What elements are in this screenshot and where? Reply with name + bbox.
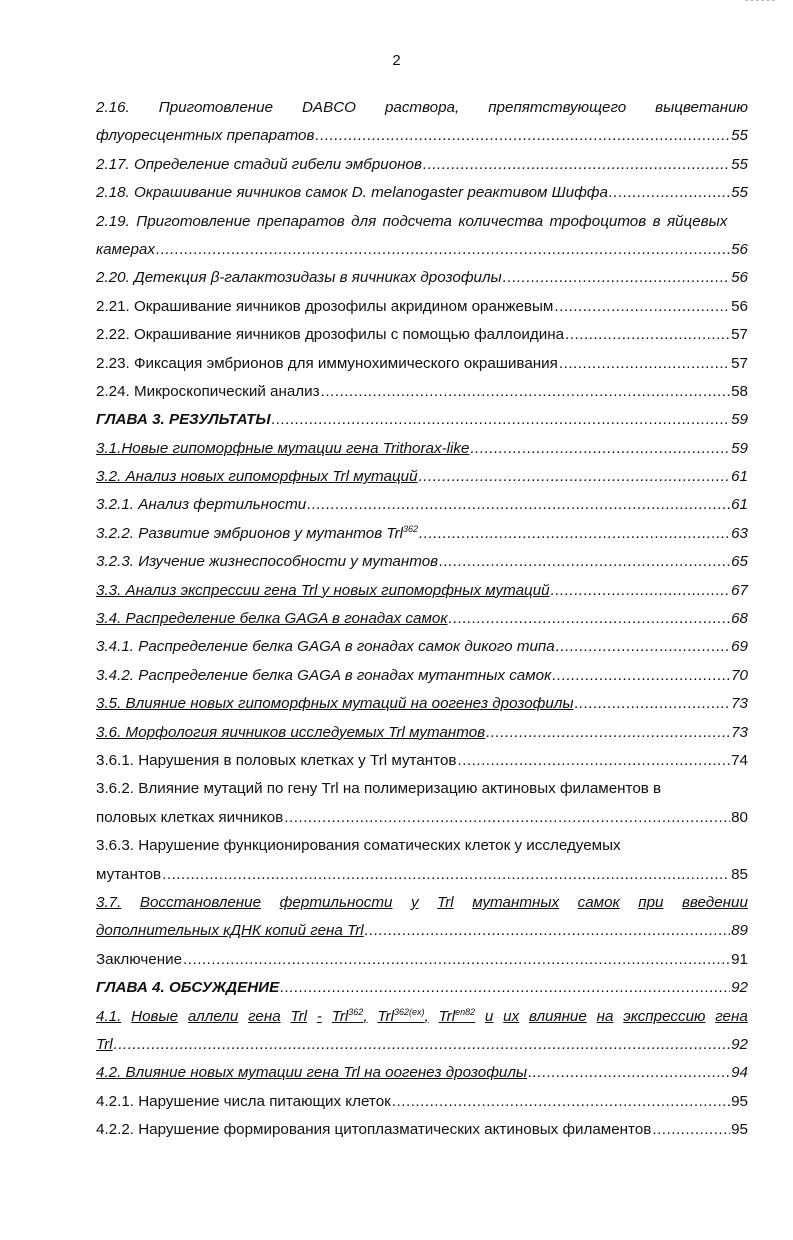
toc-entry-2-17[interactable] <box>96 151 748 179</box>
toc-page-number: 92 <box>731 1035 748 1053</box>
superscript: en82 <box>455 1006 476 1017</box>
toc-entry-2-22[interactable] <box>96 321 748 349</box>
toc-page-number: 95 <box>731 1121 748 1139</box>
toc-word-part: Trl <box>438 1007 456 1025</box>
leader-dots <box>365 917 730 945</box>
leader-dots <box>528 1059 730 1087</box>
toc-word: препятствующего <box>488 99 627 116</box>
toc-entry-2-23[interactable] <box>96 350 748 378</box>
leader-dots <box>551 577 731 605</box>
leader-dots <box>457 747 730 775</box>
leader-dots <box>114 1031 731 1059</box>
toc-entry-2-24[interactable] <box>96 378 748 406</box>
toc-entry-text: 3.6.1. Нарушения в половых клетках у Trl мутантов <box>96 751 457 769</box>
leader-dots <box>609 179 730 207</box>
toc-page-number: 65 <box>731 553 748 571</box>
toc-page-number: 59 <box>731 439 748 457</box>
toc-entry-text: 4.2.1. Нарушение числа питающих клеток <box>96 1092 391 1110</box>
toc-entry-text: 4.2. Влияние новых мутации гена Trl на оогенез дрозофилы <box>96 1064 528 1082</box>
leader-dots <box>183 946 730 974</box>
toc-page-number: 56 <box>731 269 748 287</box>
toc-entry-text: 2.19. Приготовление препаратов для подсчета количества трофоцитов в яйцевых <box>96 212 728 230</box>
toc-entry-text: 2.18. Окрашивание яичников самок D. melanogaster реактивом Шиффа <box>96 184 608 202</box>
toc-entry-3-3[interactable] <box>96 577 748 605</box>
toc-entry-text: 3.1.Новые гипоморфные мутации гена Trithorax-like <box>96 439 470 457</box>
leader-dots <box>284 804 730 832</box>
toc-page-number: 68 <box>731 610 748 628</box>
toc-entry-4-2-1[interactable] <box>96 1088 748 1116</box>
leader-dots <box>272 406 731 434</box>
page-number: 2 <box>392 52 401 69</box>
toc-word: DABCO <box>301 99 356 116</box>
toc-page-number: 67 <box>731 581 748 599</box>
toc-word: их <box>503 1007 520 1025</box>
toc-page-number: 91 <box>731 950 748 968</box>
toc-word: у <box>410 893 419 911</box>
toc-entry-text: 2.23. Фиксация эмбрионов для иммунохимического окрашивания <box>96 354 558 372</box>
toc-entry-3-5[interactable] <box>96 690 748 718</box>
leader-dots <box>556 633 730 661</box>
toc-entry-text: 2.24. Микроскопический анализ <box>96 382 320 400</box>
toc-entry-text: 3.2. Анализ новых гипоморфных Trl мутаций <box>96 468 418 486</box>
toc-word: 3.7. <box>96 893 122 911</box>
superscript: 362 <box>402 523 418 534</box>
toc-word-part: Trl <box>331 1007 349 1025</box>
toc-entry-3-6-2[interactable] <box>96 775 748 832</box>
toc-entry-text: 2.17. Определение стадий гибели эмбрионов <box>96 155 422 173</box>
leader-dots <box>503 264 730 292</box>
leader-dots <box>280 974 730 1002</box>
toc-page-number: 59 <box>731 411 748 429</box>
toc-word: влияние <box>529 1007 587 1025</box>
toc-page-number: 69 <box>731 638 748 656</box>
toc-page-number: 61 <box>731 496 748 514</box>
toc-entry-text: флуоресцентных препаратов <box>96 127 315 145</box>
toc-word <box>439 1003 476 1031</box>
toc-word: гена <box>715 1007 748 1025</box>
toc-entry-text: 3.5. Влияние новых гипоморфных мутаций на оогенез дрозофилы <box>96 695 574 713</box>
toc-word <box>332 1003 368 1031</box>
toc-word-part: , <box>363 1007 368 1025</box>
toc-word: мутантных <box>472 893 560 911</box>
toc-entry-text: половых клетках яичников <box>96 808 284 826</box>
toc-entry-3-4-2[interactable] <box>96 662 748 690</box>
superscript: 362 <box>348 1006 364 1017</box>
toc-entry-3-2[interactable] <box>96 463 748 491</box>
toc-page-number: 92 <box>731 979 748 997</box>
toc-entry-text: камерах <box>96 240 155 258</box>
toc-entry-text: дополнительных кДНК копий гена Trl <box>96 922 364 940</box>
leader-dots <box>423 151 730 179</box>
scan-artifact <box>745 0 775 4</box>
toc-entry-3-2-2[interactable] <box>96 520 748 548</box>
toc-word: введении <box>682 893 748 911</box>
leader-dots <box>575 690 731 718</box>
toc-chapter-4[interactable] <box>96 974 748 1002</box>
toc-page-number: 80 <box>731 808 748 826</box>
toc-entry-4-1[interactable] <box>96 1003 748 1060</box>
leader-dots <box>315 122 730 150</box>
toc-word: Trl <box>437 893 454 911</box>
leader-dots <box>559 350 730 378</box>
toc-page-number: 56 <box>731 240 748 258</box>
toc-chapter-3[interactable] <box>96 406 748 434</box>
toc-entry-2-19[interactable] <box>96 208 748 265</box>
toc-entry-text: 3.6.2. Влияние мутаций по гену Trl на полимеризацию актиновых филаментов в <box>96 780 662 798</box>
toc-entry-3-4[interactable] <box>96 605 748 633</box>
toc-entry-3-6-3[interactable] <box>96 832 748 889</box>
toc-word <box>377 1003 428 1031</box>
toc-word-part: Trl <box>377 1007 394 1025</box>
leader-dots <box>486 719 730 747</box>
toc-entry-3-6-1[interactable] <box>96 747 748 775</box>
toc-entry-text: 3.4. Распределение белка GAGA в гонадах самок <box>96 610 448 628</box>
toc-page-number: 85 <box>731 865 748 883</box>
leader-dots <box>449 605 731 633</box>
toc-entry-3-2-3[interactable] <box>96 548 748 576</box>
toc-page-number: 70 <box>731 666 748 684</box>
toc-word: Приготовление <box>158 99 274 116</box>
leader-dots <box>439 548 730 576</box>
toc-page-number: 55 <box>731 184 748 202</box>
toc-word: аллели <box>187 1007 239 1025</box>
toc-entry-conclusion[interactable] <box>96 946 748 974</box>
toc-page-number: 89 <box>731 922 748 940</box>
toc-entry-text: 3.2.3. Изучение жизнеспособности у мутантов <box>96 553 439 571</box>
leader-dots <box>419 520 730 548</box>
toc-entry-text: 3.3. Анализ экспрессии гена Trl у новых гипоморфных мутаций <box>96 581 550 599</box>
toc-word: Новые <box>131 1007 179 1025</box>
toc-entry-2-18[interactable] <box>96 179 748 207</box>
toc-entry-text: мутантов <box>96 865 162 883</box>
toc-page-number: 74 <box>731 751 748 769</box>
toc-entry-text <box>96 520 418 548</box>
toc-word: гена <box>248 1007 281 1025</box>
toc-entry-text: 2.21. Окрашивание яичников дрозофилы акридином оранжевым <box>96 297 554 315</box>
toc-page-number: 94 <box>731 1064 748 1082</box>
toc-word: 2.16. <box>96 99 130 116</box>
toc-entry-text: ГЛАВА 4. ОБСУЖДЕНИЕ <box>96 979 280 997</box>
toc-entry-2-16[interactable] <box>96 94 748 151</box>
leader-dots <box>552 662 730 690</box>
toc-entry-text: Заключение <box>96 950 183 968</box>
toc-word: и <box>484 1007 494 1025</box>
toc-entry-4-2-2[interactable] <box>96 1116 748 1144</box>
toc-word: на <box>596 1007 614 1025</box>
toc-entry-text: Trl <box>96 1035 113 1053</box>
toc-word: фертильности <box>279 893 393 911</box>
toc-entry-3-6[interactable] <box>96 719 748 747</box>
toc-page-number: 55 <box>731 155 748 173</box>
toc-page-number: 63 <box>731 524 748 542</box>
leader-dots <box>392 1088 730 1116</box>
toc-page-number: 58 <box>731 382 748 400</box>
table-of-contents <box>96 94 748 1144</box>
toc-entry-text: 3.6.3. Нарушение функционирования соматических клеток у исследуемых <box>96 837 621 855</box>
toc-word: раствора, <box>384 99 460 116</box>
leader-dots <box>565 321 730 349</box>
toc-entry-3-7[interactable] <box>96 889 748 946</box>
toc-word: при <box>638 893 664 911</box>
toc-page-number: 57 <box>731 326 748 344</box>
toc-entry-text: 2.20. Детекция β-галактозидазы в яичниках дрозофилы <box>96 269 502 287</box>
toc-word: - <box>316 1007 322 1025</box>
toc-page-number: 73 <box>731 695 748 713</box>
leader-dots <box>470 435 730 463</box>
leader-dots <box>321 378 730 406</box>
toc-entry-text: 3.2.1. Анализ фертильности <box>96 496 307 514</box>
toc-page-number: 73 <box>731 723 748 741</box>
toc-entry-text: ГЛАВА 3. РЕЗУЛЬТАТЫ <box>96 411 271 429</box>
toc-entry-2-21[interactable] <box>96 293 748 321</box>
toc-entry-text: 3.4.1. Распределение белка GAGA в гонадах самок дикого типа <box>96 638 555 656</box>
toc-page-number: 61 <box>731 468 748 486</box>
toc-entry-text: 3.6. Морфология яичников исследуемых Trl мутантов <box>96 723 486 741</box>
toc-entry-2-20[interactable] <box>96 264 748 292</box>
toc-word: 4.1. <box>96 1007 122 1025</box>
toc-entry-text: 3.4.2. Распределение белка GAGA в гонадах мутантных самок <box>96 666 552 684</box>
toc-word: Trl <box>290 1007 308 1025</box>
toc-entry-4-2[interactable] <box>96 1059 748 1087</box>
leader-dots <box>162 861 730 889</box>
toc-word: самок <box>577 893 620 911</box>
toc-entry-label: 3.2.2. Развитие эмбрионов у мутантов Trl <box>96 524 403 542</box>
superscript: 362(ex) <box>393 1006 425 1017</box>
toc-page-number: 95 <box>731 1092 748 1110</box>
toc-word: выцветанию <box>655 99 748 116</box>
leader-dots <box>554 293 730 321</box>
toc-word: Восстановление <box>139 893 262 911</box>
toc-word-part: , <box>424 1007 429 1025</box>
toc-entry-text: 2.22. Окрашивание яичников дрозофилы с помощью фаллоидина <box>96 326 565 344</box>
toc-page-number: 56 <box>731 297 748 315</box>
toc-entry-3-1[interactable] <box>96 435 748 463</box>
leader-dots <box>652 1116 730 1144</box>
toc-entry-3-4-1[interactable] <box>96 633 748 661</box>
toc-entry-text: 4.2.2. Нарушение формирования цитоплазматических актиновых филаментов <box>96 1121 652 1139</box>
toc-word: экспрессию <box>623 1007 706 1025</box>
leader-dots <box>419 463 731 491</box>
toc-page-number: 57 <box>731 354 748 372</box>
leader-dots <box>156 236 730 264</box>
toc-entry-3-2-1[interactable] <box>96 491 748 519</box>
toc-page-number: 55 <box>731 127 748 145</box>
leader-dots <box>307 491 730 519</box>
